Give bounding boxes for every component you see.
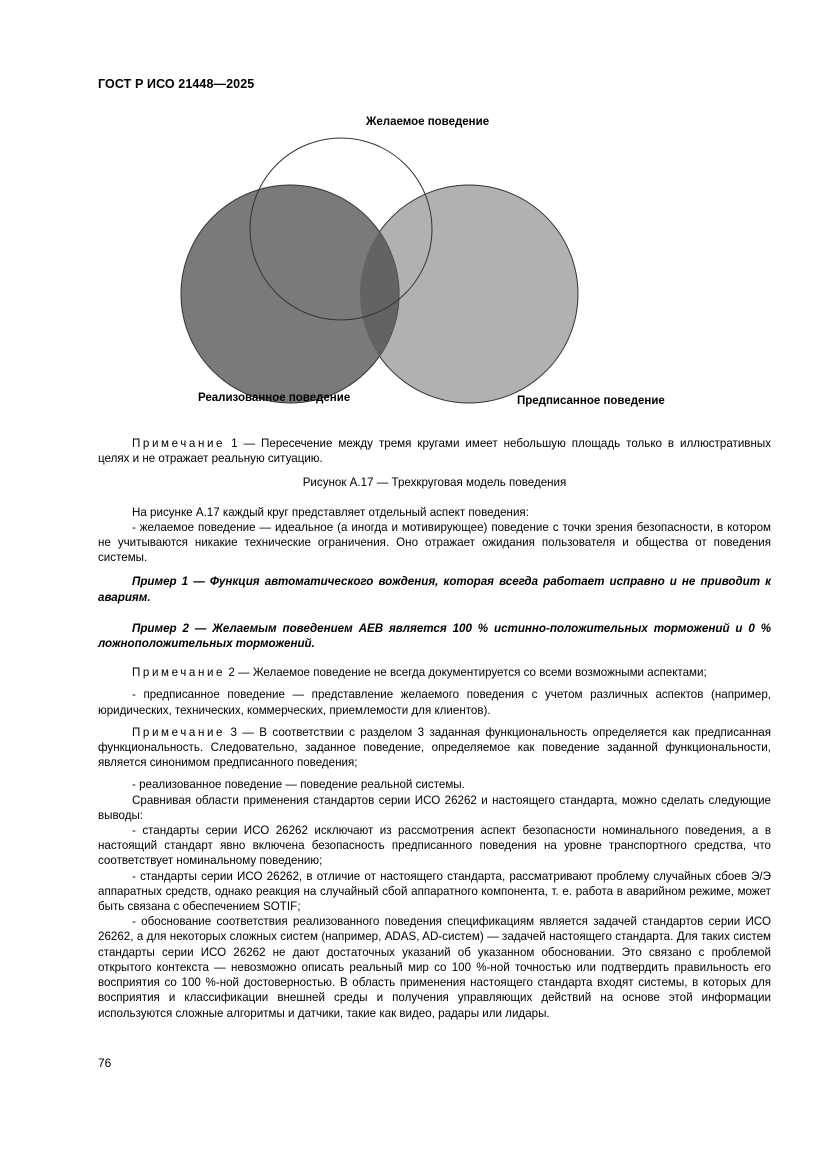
page-number: 76 (98, 1056, 112, 1070)
note-3: Примечание 3 — В соответствии с разделом 3 заданная функциональность определяется как предписанная функциональность. Следовательно, заданное поведение, определяемое как поведение заданной функциональности, является синонимом предписанного поведения; (98, 725, 771, 770)
note-label: Примечание (132, 437, 226, 450)
example-1: Пример 1 — Функция автоматического вождения, которая всегда работает исправно и не приводит к авариям. (98, 575, 771, 604)
example-2: Пример 2 — Желаемым поведением АЕВ является 100 % истинно-положительных торможений и 0 % ложноположительных торможений. (98, 621, 771, 651)
document-header: ГОСТ Р ИСО 21448—2025 (98, 77, 255, 91)
venn-diagram (180, 112, 690, 422)
figure-caption: Рисунок А.17 — Трехкруговая модель поведения (302, 476, 567, 490)
intro-paragraph: На рисунке А.17 каждый круг представляет отдельный аспект поведения: (132, 505, 529, 519)
list-item-prescribed: - предписанное поведение — представление желаемого поведения с учетом различных аспектов (например, юридических, технических, коммерческих, приемлемости для клиентов). (98, 688, 771, 717)
list-item-realized: - реализованное поведение — поведение реальной системы. (132, 778, 465, 792)
note-label: Примечание (132, 725, 226, 739)
venn-svg (180, 112, 690, 422)
conclusion-item: - стандарты серии ИСО 26262 исключают из рассмотрения аспект безопасности номинального поведения, а в настоящий стандарт явно включена безопасность предписанного поведения на уровне транспортного средства, что соответствует номинальному поведению; (98, 824, 771, 868)
list-item-desired: - желаемое поведение — идеальное (а иногда и мотивирующее) поведение с точки зрения безопасности, в котором не учитываются никакие технические ограничения. Оно отражает ожидания пользователя и общества от поведения системы. (98, 520, 771, 565)
realized-behavior-label: Реализованное поведение (198, 392, 351, 404)
main-text (98, 436, 771, 1021)
desired-behavior-label: Желаемое поведение (366, 116, 490, 128)
comparison-paragraph: Сравнивая области применения стандартов серии ИСО 26262 и настоящего стандарта, можно сделать следующие выводы: (98, 793, 771, 822)
conclusion-item: - стандарты серии ИСО 26262, в отличие от настоящего стандарта, рассматривают проблему случайных сбоев Э/Э аппаратных средств, однако реакция на случайный сбой аппаратного компонента, т. е. работа в аварийном режиме, может быть связана с обеспечением SOTIF; (98, 869, 771, 914)
note-1: Примечание 1 — Пересечение между тремя кругами имеет небольшую площадь только в иллюстративных целях и не отражает реальную ситуацию. (98, 437, 771, 466)
note-2: Примечание 2 — Желаемое поведение не всегда документируется со всеми возможными аспектами; (132, 666, 707, 680)
note-label: Примечание (132, 666, 226, 680)
conclusion-item: - обоснование соответствия реализованного поведения спецификациям является задачей стандартов серии ИСО 26262, а для некоторых сложных систем (например, ADAS, AD-систем) — задачей настоящего стандарта. Для таких систем стандарты серии ИСО 26262 не дают достаточных указаний об указанном обосновании. Это связано с проблемой открытого контекста — невозможно описать реальный мир со 100 %-ной точностью или подтвердить правильность его восприятия со 100 %-ной достоверностью. В область применения настоящего стандарта входят системы, в которых для восприятия и классификации внешней среды и получения управляющих действий на основе этой информации используются сложные алгоритмы и датчики, такие как видео, радары или лидары. (98, 915, 771, 1020)
prescribed-behavior-label: Предписанное поведение (517, 395, 665, 407)
